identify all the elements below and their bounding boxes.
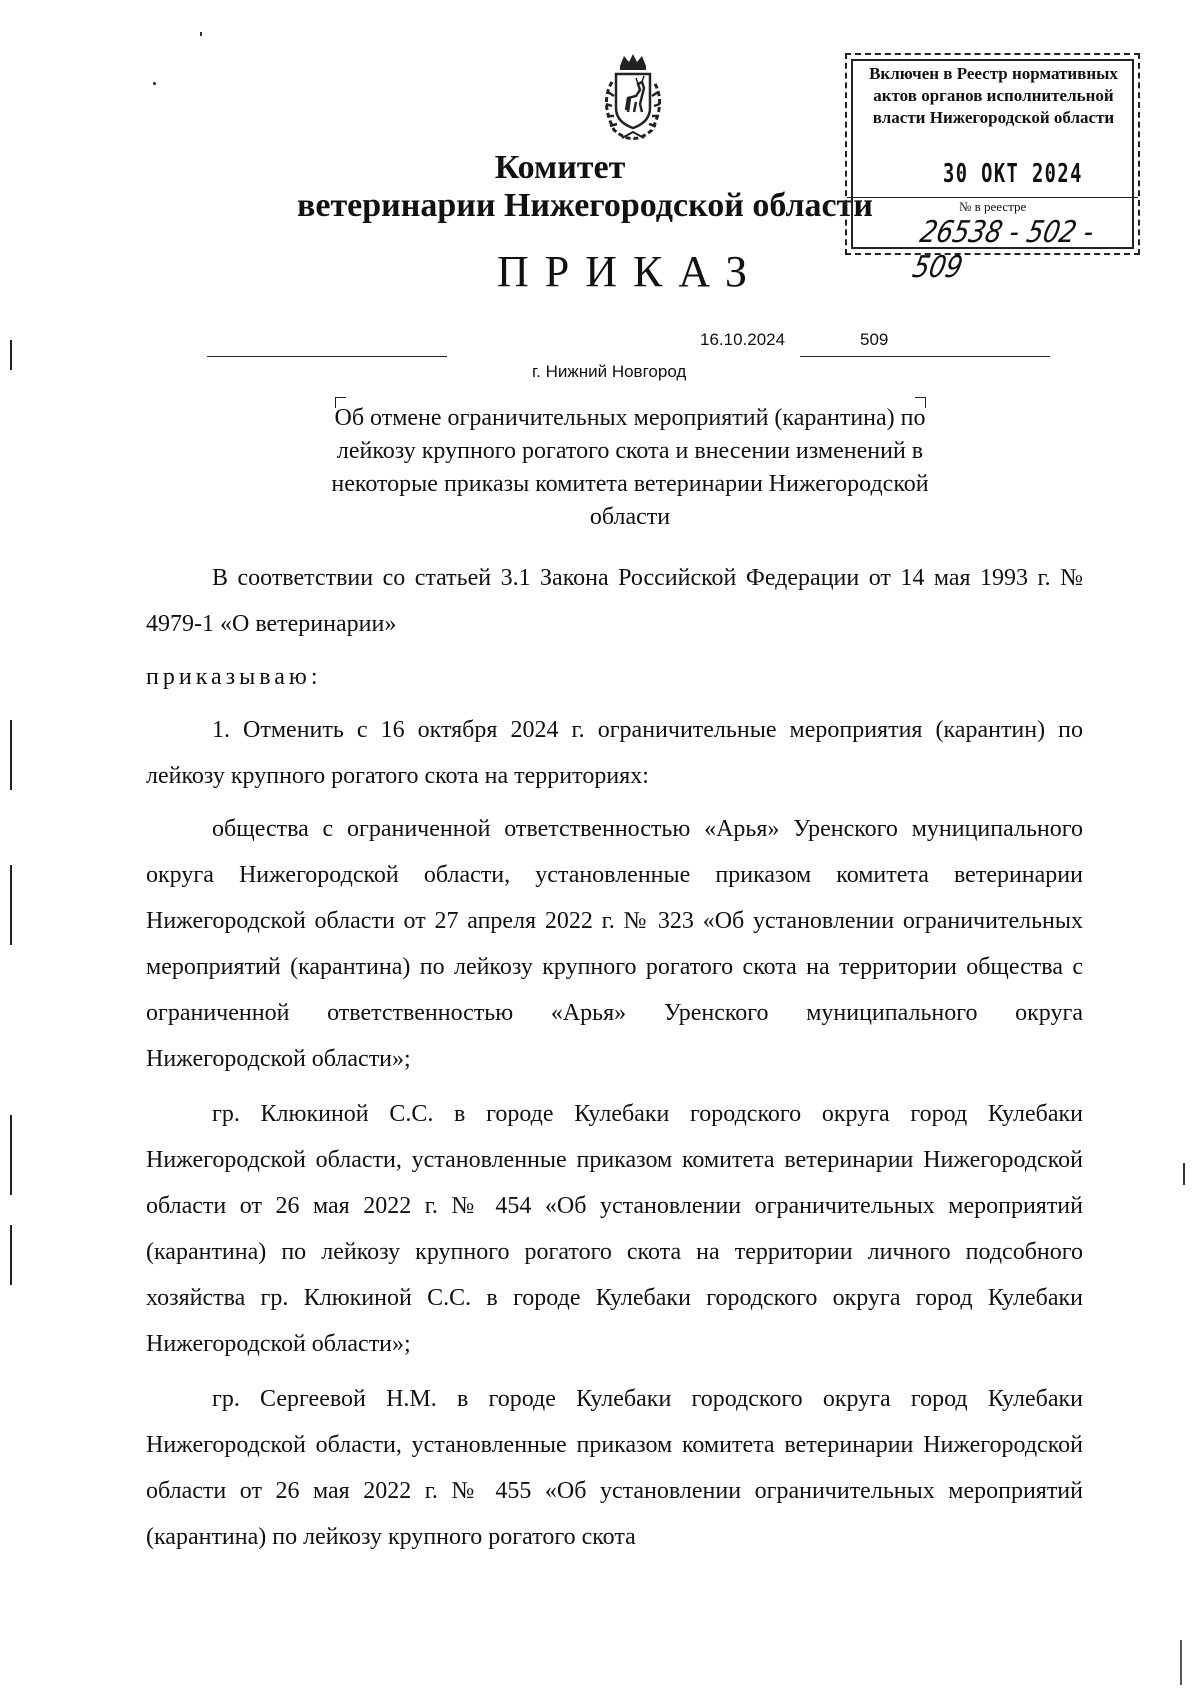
paragraph-klyukina: гр. Клюкиной С.С. в городе Кулебаки городского округа город Кулебаки Нижегородской области, установленные приказом комитета ветеринарии Нижегородской области от 26 мая 2022 г. № 454 «Об установлении ограничительных мероприятий (карантина) по лейкозу крупного рогатого скота на территории личного подсобного хозяйства гр. Клюкиной С.С. в городе Кулебаки городского округа город Кулебаки Нижегородской области»; [146,1101,1083,1357]
date-rule-right [800,356,1050,357]
registry-stamp [845,53,1140,285]
date-rule-left [207,356,447,357]
scan-edge-mark [1183,1163,1185,1185]
scan-edge-mark [10,340,12,370]
stamp-caption: Включен в Реестр нормативных актов органов исполнительной власти Нижегородской области [869,64,1118,127]
order-date: 16.10.2024 [700,330,786,349]
paragraph-arya: общества с ограниченной ответственностью «Арья» Уренского муниципального округа Нижегородской области, установленные приказом комитета ветеринарии Нижегородской области от 27 апреля 2022 г. № 323 «Об установлении ограничительных мероприятий (карантина) по лейкозу крупного рогатого скота на территории общества с ограниченной ответственностью «Арья» Уренского муниципального округа Нижегородской области»; [146,816,1083,1072]
stamp-divider [847,197,1138,198]
scan-edge-mark [1180,1640,1182,1685]
scan-edge-mark [10,1115,12,1195]
document-body [146,555,1083,1560]
stamp-registry-label: № в реестре [959,199,1027,214]
committee-subtitle: ветеринарии Нижегородской области [297,187,873,224]
scan-edge-mark [10,865,12,945]
scan-speck [153,82,156,85]
committee-title: Комитет [494,149,626,186]
coat-of-arms-emblem [592,52,674,144]
order-subject: Об отмене ограничительных мероприятий (карантина) по лейкозу крупного рогатого скота и внесении изменений в некоторые приказы комитета ветеринарии Нижегородской области [331,405,929,530]
document-type-heading: ПРИКАЗ [496,247,764,296]
preamble-paragraph: В соответствии со статьей 3.1 Закона Российской Федерации от 14 мая 1993 г. № 4979-1 «О ветеринарии» [146,565,1083,637]
order-word: приказываю: [146,664,322,690]
order-number: 509 [860,330,889,349]
item-1-paragraph: 1. Отменить с 16 октября 2024 г. ограничительные мероприятия (карантин) по лейкозу крупного рогатого скота на территориях: [146,717,1083,789]
stamp-underline [877,247,1128,248]
order-city: г. Нижний Новгород [532,362,687,381]
scan-edge-mark [10,1225,12,1285]
stamp-date: 30 ОКТ 2024 [943,159,1083,189]
scan-edge-mark [10,720,12,790]
paragraph-sergeeva: гр. Сергеевой Н.М. в городе Кулебаки городского округа город Кулебаки Нижегородской области, установленные приказом комитета ветеринарии Нижегородской области от 26 мая 2022 г. № 455 «Об установлении ограничительных мероприятий (карантина) по лейкозу крупного рогатого скота [146,1386,1083,1550]
scan-speck [200,32,202,36]
stamp-registry-number: 26538 - 502 - 509 [909,215,1097,285]
